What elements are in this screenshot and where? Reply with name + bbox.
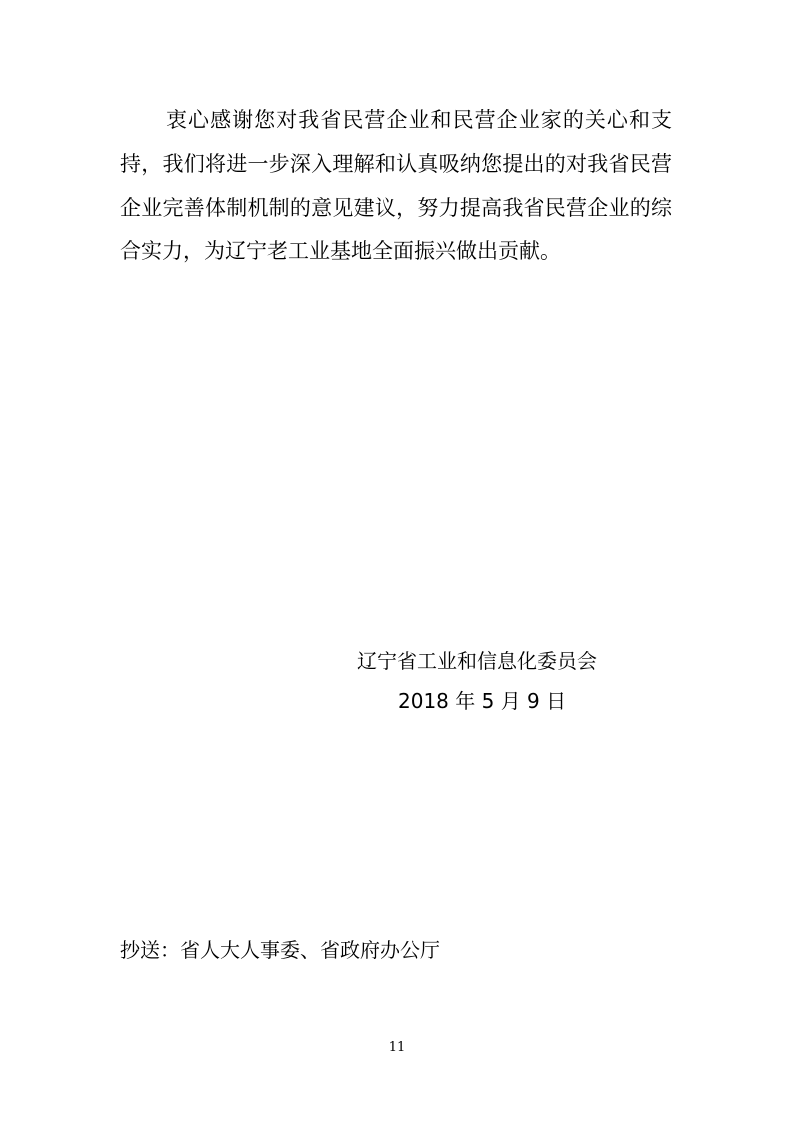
signature-date: 2018 年 5 月 9 日 [398, 689, 567, 713]
body-paragraph-line-2: 持，我们将进一步深入理解和认真吸纳您提出的对我省民营 [120, 152, 672, 176]
signature-organization: 辽宁省工业和信息化委员会 [357, 649, 597, 673]
page-number: 11 [388, 1040, 406, 1055]
body-paragraph-line-4: 合实力，为辽宁老工业基地全面振兴做出贡献。 [120, 239, 561, 263]
body-paragraph-line-3: 企业完善体制机制的意见建议，努力提高我省民营企业的综 [120, 196, 672, 220]
body-paragraph-line-1: 衷心感谢您对我省民营企业和民营企业家的关心和支 [166, 108, 672, 132]
cc-recipients: 抄送：省人大人事委、省政府办公厅 [120, 938, 440, 962]
